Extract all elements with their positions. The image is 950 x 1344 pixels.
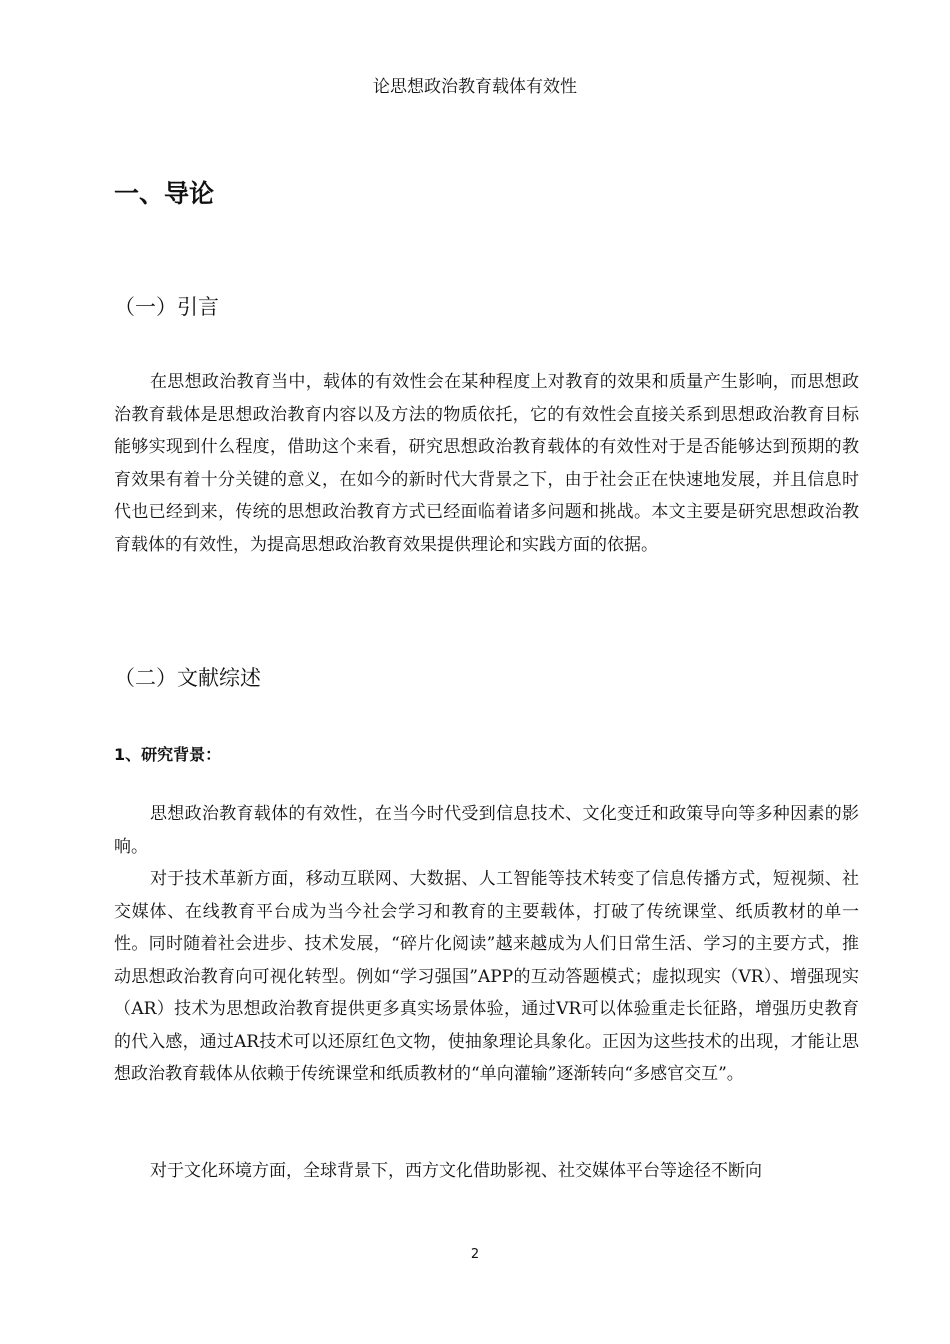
preface-paragraph: 在思想政治教育当中，载体的有效性会在某种程度上对教育的效果和质量产生影响，而思想政治教育载体是思想政治教育内容以及方法的物质依托，它的有效性会直接关系到思想政治教育目标能够实现到什么程度，借助这个来看，研究思想政治教育载体的有效性对于是否能够达到预期的教育效果有着十分关键的意义，在如今的新时代大背景之下，由于社会正在快速地发展，并且信息时代也已经到来，传统的思想政治教育方式已经面临着诸多问题和挑战。本文主要是研究思想政治教育载体的有效性，为提高思想政治教育效果提供理论和实践方面的依据。	[114, 372, 859, 555]
body-paragraph: 对于技术革新方面，移动互联网、大数据、人工智能等技术转变了信息传播方式，短视频、社交媒体、在线教育平台成为当今社会学习和教育的主要载体，打破了传统课堂、纸质教材的单一性。同时随着社会进步、技术发展，“碎片化阅读”越来越成为人们日常生活、学习的主要方式，推动思想政治教育向可视化转型。例如“学习强国”APP的互动答题模式；虚拟现实（VR）、增强现实（AR）技术为思想政治教育提供更多真实场景体验，通过VR可以体验重走长征路，增强历史教育的代入感，通过AR技术可以还原红色文物，使抽象理论具象化。正因为这些技术的出现，才能让思想政治教育载体从依赖于传统课堂和纸质教材的“单向灌输”逐渐转向“多感官交互”。	[114, 869, 859, 1084]
body-paragraph: 思想政治教育载体的有效性，在当今时代受到信息技术、文化变迁和政策导向等多种因素的影响。	[114, 804, 859, 857]
section-heading-introduction: 一、导论	[114, 179, 215, 208]
page-number: 2	[470, 1247, 480, 1262]
subsection-heading-literature-review: （二）文献综述	[114, 666, 261, 690]
running-header-title: 论思想政治教育载体有效性	[373, 77, 577, 97]
item-heading-research-background: 1、研究背景：	[114, 745, 222, 764]
body-paragraph: 对于文化环境方面，全球背景下，西方文化借助影视、社交媒体平台等途径不断向	[150, 1161, 762, 1181]
subsection-heading-preface: （一）引言	[114, 295, 219, 319]
